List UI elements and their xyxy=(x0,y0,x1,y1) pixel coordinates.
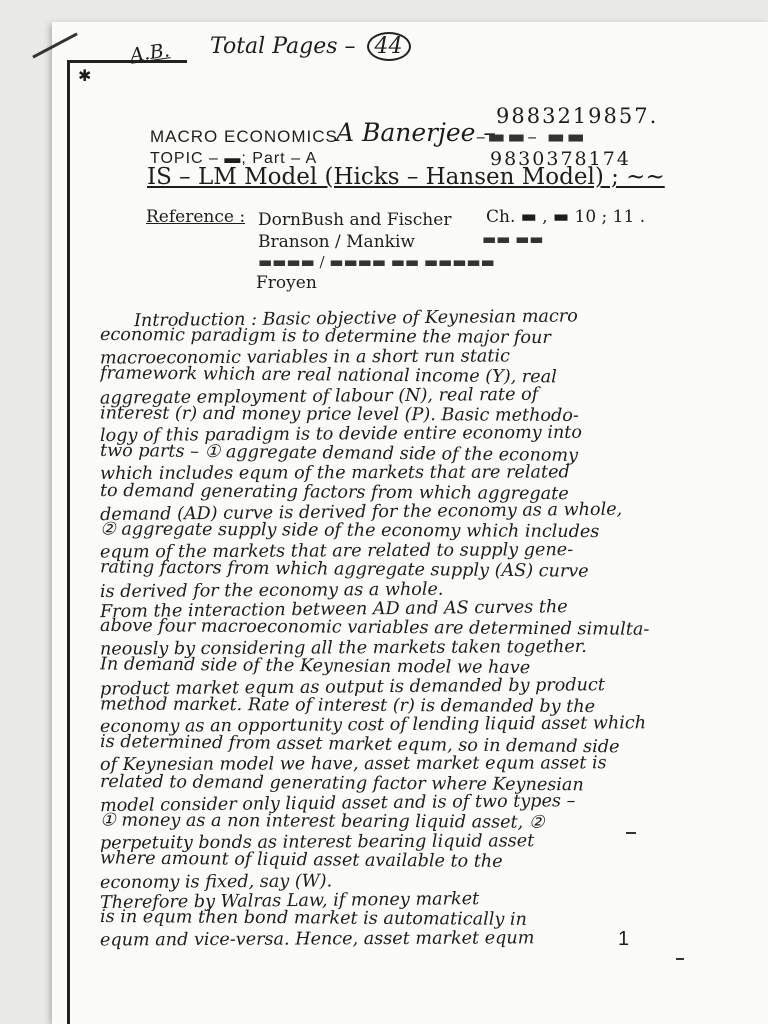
reference-line-4: Froyen xyxy=(256,273,317,293)
phone-number-2: 9830378174 xyxy=(490,148,631,170)
margin-tick xyxy=(676,958,684,960)
reference-label: Reference : xyxy=(146,207,246,227)
body-line: equm and vice-versa. Hence, asset market equm xyxy=(99,928,535,951)
reference-line-2: Branson / Mankiw xyxy=(258,232,415,252)
body-line: demand (AD) curve is derived for the economy as a whole, xyxy=(99,499,623,526)
author-name: A Banerjee – xyxy=(336,118,496,147)
body-line: product market equm as output is demanded by product xyxy=(99,674,605,700)
margin-tick xyxy=(626,832,636,834)
body-line: neously by considering all the markets taken together. xyxy=(99,636,587,660)
page-number: 1 xyxy=(618,928,630,950)
body-line: framework which are real national income (Y), real xyxy=(99,363,557,388)
body-line: of Keynesian model we have, asset market equm asset is xyxy=(99,753,607,776)
body-line: is derived for the economy as a whole. xyxy=(99,579,444,602)
body-line: is in equm then bond market is automatically in xyxy=(99,907,527,931)
reference-line-1: DornBush and Fischer xyxy=(258,210,452,230)
course-title: MACRO ECONOMICS xyxy=(150,127,338,146)
body-line: economy is fixed, say (W̄). xyxy=(99,871,333,893)
body-line: macroeconomic variables in a short run static xyxy=(99,346,510,369)
body-line: to demand generating factors from which aggregate xyxy=(99,480,569,504)
body-line: From the interaction between AD and AS curves the xyxy=(99,597,568,623)
initials: A.B. xyxy=(128,39,172,67)
body-line: interest (r) and money price level (P). Basic methodo- xyxy=(99,403,579,426)
margin-border-left xyxy=(67,60,70,1024)
body-line: related to demand generating factor where Keynesian xyxy=(99,771,584,795)
body-line: is determined from asset market equm, so in demand side xyxy=(99,731,620,758)
phone-number-1: 9883219857. xyxy=(496,104,659,128)
body-line: which includes equm of the markets that are related xyxy=(99,462,570,485)
total-pages xyxy=(210,32,411,61)
corner-mark: ✱ xyxy=(78,66,92,85)
body-line: where amount of liquid asset available to the xyxy=(99,848,503,873)
body-line: aggregate employment of labour (N), real rate of xyxy=(99,384,539,409)
body-line: Introduction : Basic objective of Keynesian macro xyxy=(133,306,578,332)
reference-chapters: Ch. ▬ , ▬ 10 ; 11 . xyxy=(486,207,646,227)
body-line: economic paradigm is to determine the major four xyxy=(99,325,551,349)
struck-out-text: –▬▬– ▬▬ xyxy=(476,126,587,148)
body-line: two parts – ① aggregate demand side of the economy xyxy=(99,440,579,466)
total-pages-count: 44 xyxy=(367,32,411,61)
topic-line: TOPIC – ▬; Part – A xyxy=(150,150,318,167)
body-line: method market. Rate of interest (r) is demanded by the xyxy=(99,694,596,718)
body-line: equm of the markets that are related to supply gene- xyxy=(99,539,574,563)
body-line: model consider only liquid asset and is of two types – xyxy=(99,791,576,817)
body-line: In demand side of the Keynesian model we have xyxy=(99,654,531,679)
model-title: IS – LM Model (Hicks – Hansen Model) ; ~~ xyxy=(147,164,665,190)
body-line: perpetuity bonds as interest bearing liquid asset xyxy=(99,831,535,854)
reference-struck-2: ▬▬ ▬▬ xyxy=(482,230,544,248)
reference-struck-3: ▬▬▬▬ / ▬▬▬▬ ▬▬ ▬▬▬▬▬ xyxy=(258,253,495,271)
body-line: economy as an opportunity cost of lending liquid asset which xyxy=(99,713,647,738)
body-line: rating factors from which aggregate supply (AS) curve xyxy=(99,557,589,582)
body-line: ② aggregate supply side of the economy which includes xyxy=(99,519,600,543)
body-line: above four macroeconomic variables are determined simulta- xyxy=(99,616,650,641)
body-line: logy of this paradigm is to devide entire economy into xyxy=(99,423,582,447)
total-pages-label: Total Pages – xyxy=(210,34,356,59)
body-line: Therefore by Walras Law, if money market xyxy=(99,889,480,914)
body-line: ① money as a non interest bearing liquid asset, ② xyxy=(99,810,545,834)
